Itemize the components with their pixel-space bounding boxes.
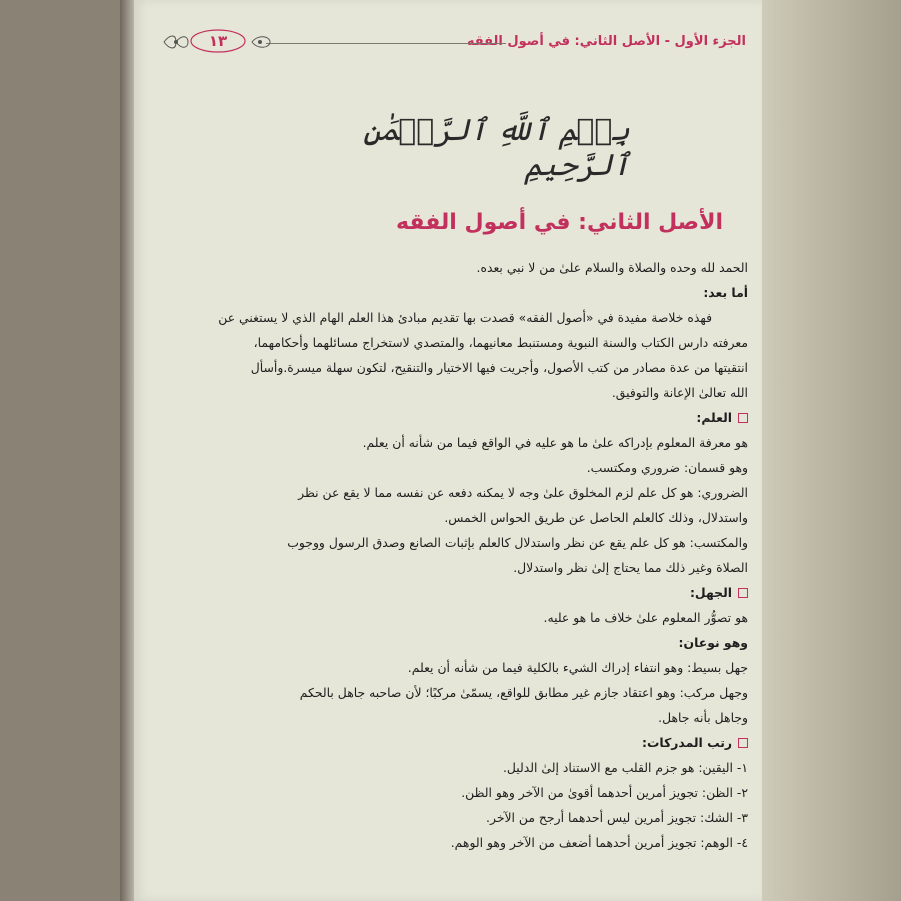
floral-ornament-icon [250, 32, 272, 52]
section-line: ٢- الظن: تجويز أمرين أحدهما أقوىٰ من الآخر وهو الظن. [461, 785, 748, 800]
section-heading-ranks [208, 730, 748, 755]
section-line: الصلاة وغير ذلك مما يحتاج إلىٰ نظر واستدلال. [513, 560, 748, 575]
section-heading-ilm [208, 405, 748, 430]
section-line: والمكتسب: هو كل علم يقع عن نظر واستدلال كالعلم بإثبات الصانع وصدق الرسول ووجوب [287, 535, 748, 550]
intro-line: انتقيتها من عدة مصادر من كتب الأصول، وأجريت فيها الاختيار والتنقيح، لتكون سهلة ميسرة.وأسأل [250, 360, 748, 375]
section-heading-text: العلم: [696, 410, 732, 425]
page-number-oval-icon [188, 28, 248, 54]
section-line: هو معرفة المعلوم بإدراكه علىٰ ما هو عليه في الواقع فيما من شأنه أن يعلم. [362, 435, 748, 450]
intro-line: معرفته دارس الكتاب والسنة النبوية ومستنبط معانيهما، والمتصدي لاستخراج مسائلهما وأحكامهما، [253, 335, 748, 350]
section-line: وهو نوعان: [678, 635, 748, 650]
page-number-frame [188, 28, 248, 54]
header-title: الجزء الأول - الأصل الثاني: في أصول الفقه [466, 34, 746, 49]
body-text [208, 255, 748, 855]
floral-ornament-icon [162, 32, 190, 52]
adjacent-page-edge [762, 0, 901, 901]
basmala-calligraphy: بِسۡمِ ٱللَّهِ ٱلرَّحۡمَٰنِ ٱلرَّحِيمِ [363, 112, 630, 183]
section-line: ٣- الشك: تجويز أمرين ليس أحدهما أرجح من الآخر. [486, 810, 748, 825]
section-line: وهو قسمان: ضروري ومكتسب. [586, 460, 748, 475]
section-heading-text: رتب المدركات: [642, 735, 732, 750]
page-number: ١٣ [208, 32, 228, 50]
section-line: جهل بسيط: وهو انتفاء إدراك الشيء بالكلية فيما من شأنه أن يعلم. [407, 660, 748, 675]
intro-line: الحمد لله وحده والصلاة والسلام علىٰ من لا نبي بعده. [476, 260, 748, 275]
section-line: هو تصوُّر المعلوم علىٰ خلاف ما هو عليه. [543, 610, 748, 625]
section-line: وجهل مركب: وهو اعتقاد جازم غير مطابق للواقع، يسمّىٰ مركبًا؛ لأن صاحبه جاهل بالحكم [299, 685, 748, 700]
bullet-square-icon [738, 738, 748, 748]
header-rule [266, 43, 506, 44]
section-heading-jahl [208, 580, 748, 605]
section-heading-text: الجهل: [689, 585, 732, 600]
section-line: ٤- الوهم: تجويز أمرين أحدهما أضعف من الآخر وهو الوهم. [450, 835, 748, 850]
bullet-square-icon [738, 413, 748, 423]
section-line: واستدلال، وذلك كالعلم الحاصل عن طريق الحواس الخمس. [444, 510, 748, 525]
intro-line: فهذه خلاصة مفيدة في «أصول الفقه» قصدت بها تقديم مبادئ هذا العلم الهام الذي لا يستغني عن [218, 310, 712, 325]
section-line: الضروري: هو كل علم لزم المخلوق علىٰ وجه لا يمكنه دفعه عن نفسه مما لا يقع عن نظر [298, 485, 748, 500]
section-line: ١- اليقين: هو جزم القلب مع الاستناد إلىٰ الدليل. [502, 760, 748, 775]
chapter-title: الأصل الثاني: في أصول الفقه [396, 210, 723, 235]
running-header [166, 28, 746, 58]
section-line: وجاهل بأنه جاهل. [658, 710, 748, 725]
intro-line: أما بعد: [703, 285, 748, 300]
bullet-square-icon [738, 588, 748, 598]
book-spine [120, 0, 134, 901]
intro-line: الله تعالىٰ الإعانة والتوفيق. [611, 385, 748, 400]
